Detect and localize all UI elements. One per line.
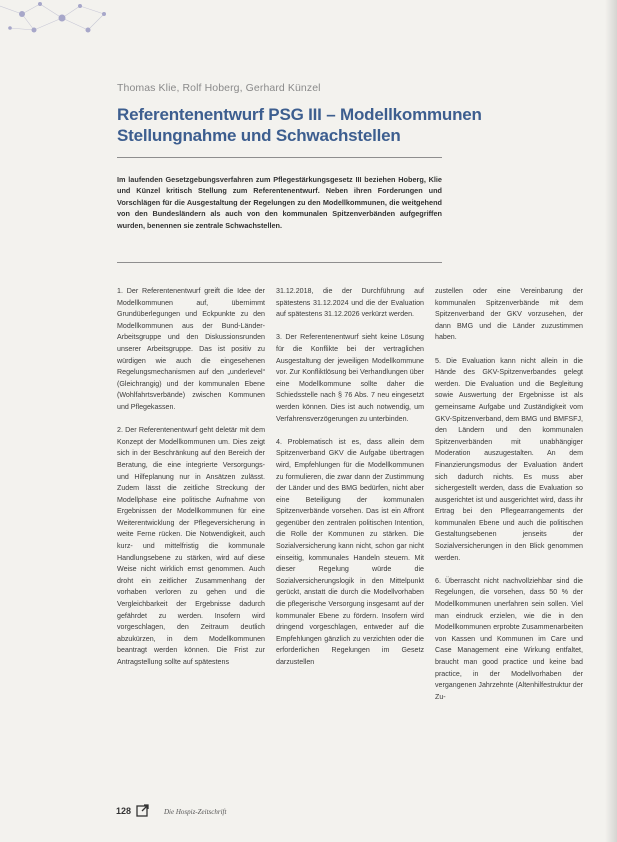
network-decoration-icon: [0, 0, 120, 40]
body-paragraph: 2. Der Referentenentwurf geht deletär mit dem Konzept der Modellkommunen um. Dies zeigt sich in der Beschränkung auf den Bereich der Beratung, die eine integrierte Versorgungs- und Hilfeplanung nur in Ansätzen zulässt. Zudem lässt die zeitliche Streckung der Modellphase eine politische Aufnahme von Ergebnissen der Modellkommunen für eine Weiterentwicklung der Pflegeversicherung in weite Ferne rücken. Die Notwendigkeit, auch kurz- und mittelfristig die kommunale Handlungsebene zu stärken, wird auf diese Weise nicht wirklich ernst genommen. Auch droht ein zeitlicher Zusammenhang der vorhaben verloren zu gehen und die Vergleichbarkeit der Ergebnisse dadurch gefährdet zu werden. Insofern wird vorgeschlagen, den Zeitraum deutlich abzukürzen, in dem Modellkommunen beantragt werden können. Die Frist zur Antragstellung sollte auf spätestens: [117, 426, 265, 666]
article-title: [117, 104, 517, 146]
body-paragraph: 3. Der Referentenentwurf sieht keine Lösung für die Konflikte bei der vertraglichen Ausgestaltung der jeweiligen Modellkommune vor. Zur Konfliktlösung bei Verhandlungen über eine Modellkommune sollte daher die Schiedsstelle nach § 76 Abs. 7 neu eingesetzt werden können. Dies ist auch notwendig, um Verfahrensverzögerungen zu unterbinden.: [276, 333, 424, 423]
body-paragraph: zustellen oder eine Vereinbarung der kommunalen Spitzenverbände mit dem Spitzenverband der GKV vorzusehen, der dann BMG und die Länder zuzustimmen haben.: [435, 287, 583, 342]
divider-line: [117, 262, 442, 263]
article-authors: Thomas Klie, Rolf Hoberg, Gerhard Künzel: [117, 82, 321, 94]
body-paragraph: 31.12.2018, die der Durchführung auf spätestens 31.12.2024 und die der Evaluation auf spätestens 31.12.2026 verkürzt werden.: [276, 287, 424, 319]
body-paragraph: 5. Die Evaluation kann nicht allein in die Hände des GKV-Spitzenverbandes gelegt werden. Die Evaluation und die Begleitung sowie Auswertung der Ergebnisse ist als gemeinsame Aufgabe und Zuständigkeit vom GKV-Spitzenverband, dem BMG und BMFSFJ, den Ländern und den kommunalen Spitzenverbänden mit unabhängiger Moderation auszugestalten. An dem Finanzierungsmodus der Evaluation ändert sich dadurch nichts. Es muss aber sichergestellt werden, dass die Evaluation so ausgerichtet ist und ausgerichtet wird, dass ihr Ertrag bei den Pflegearrangements der kommunalen Ebene und auch die politischen Gestaltungsebenen jenseits der Sozialversicherungen in den Blick genommen werden.: [435, 356, 583, 562]
journal-logo-icon: [136, 803, 150, 817]
text-column-1: [117, 286, 265, 680]
body-paragraph: 6. Überrascht nicht nachvollziehbar sind die Regelungen, die vorsehen, dass 50 % der Modellkommunen unerfahren sein sollen. Viel man eindruck erzielen, wie die in den Modellkommunen erprobte Zusammenarbeiten von Kassen und Kommunen im Care und Case Management eine Wirkung entfaltet, braucht man good practice und keine bad practice, in der Modellvorhaben der vergangenen Jahrzehnte (Altenhilfestruktur der Zu-: [435, 576, 583, 701]
journal-name: Die Hospiz-Zeitschrift: [164, 808, 227, 816]
page-number: 128: [116, 806, 132, 816]
title-line: Referentenentwurf PSG III – Modellkommunen: [117, 105, 482, 124]
text-column-3: [435, 286, 583, 715]
body-paragraph: 1. Der Referentenentwurf greift die Idee der Modellkommunen auf, übernimmt Grundüberlegungen und Eckpunkte zu den Modellkommunen aus der Bund-Länder-Arbeitsgruppe und den Diskussionsrunden unserer Arbeitsgruppe. Das ist positiv zu würdigen wie auch die eingesehenen Regelungsmechanismen auf den „underlevel“ (Gleichrangig) und der kommunalen Ebene (Wohlfahrtsverbände) zwischen Kommunen und Pflegekassen.: [117, 287, 265, 411]
page-edge-shadow: [605, 0, 617, 842]
body-paragraph: 4. Problematisch ist es, dass allein dem Spitzenverband GKV die Aufgabe übertragen wird, Empfehlungen für die Modellkommunen zu formulieren, die zwar dann der Zustimmung der Länder und des BMG bedürfen, nicht aber eine Beteiligung der kommunalen Spitzenverbände vorsehen. Das ist ein Affront gegenüber den zentralen politischen Intention, die Rolle der Kommunen zu stärken. Die Sozialversicherung kann nicht, schon gar nicht einseitig, kommunales Handeln steuern. Mit dieser Regelung würde die Sozialversicherungslogik in den Mittelpunkt gerückt, anstatt die durch die Modellvorhaben die pflegerische Versorgung insgesamt auf der kommunaler Ebene zu fördern. Insofern wird dringend vorgeschlagen, entweder auf die Empfehlungen gänzlich zu verzichten oder die erforderlichen Regelungen im Gesetz darzustellen: [276, 437, 424, 666]
title-line: Stellungnahme und Schwachstellen: [117, 126, 401, 145]
lead-paragraph: Im laufenden Gesetzgebungsverfahren zum Pflegestärkungsgesetz III beziehen Hoberg, Klie und Künzel kritisch Stellung zum Referentenentwurf. Neben ihren Forderungen und Vorschlägen für die Ausgestaltung der Regelungen zu den Modellkommunen, die weitgehend von den Bundesländern als auch von den kommunalen Spitzenverbänden aufgegriffen wurden, benennen sie zentrale Schwachstellen.: [117, 175, 442, 230]
text-column-2: [276, 286, 424, 680]
divider-line: [117, 157, 442, 158]
